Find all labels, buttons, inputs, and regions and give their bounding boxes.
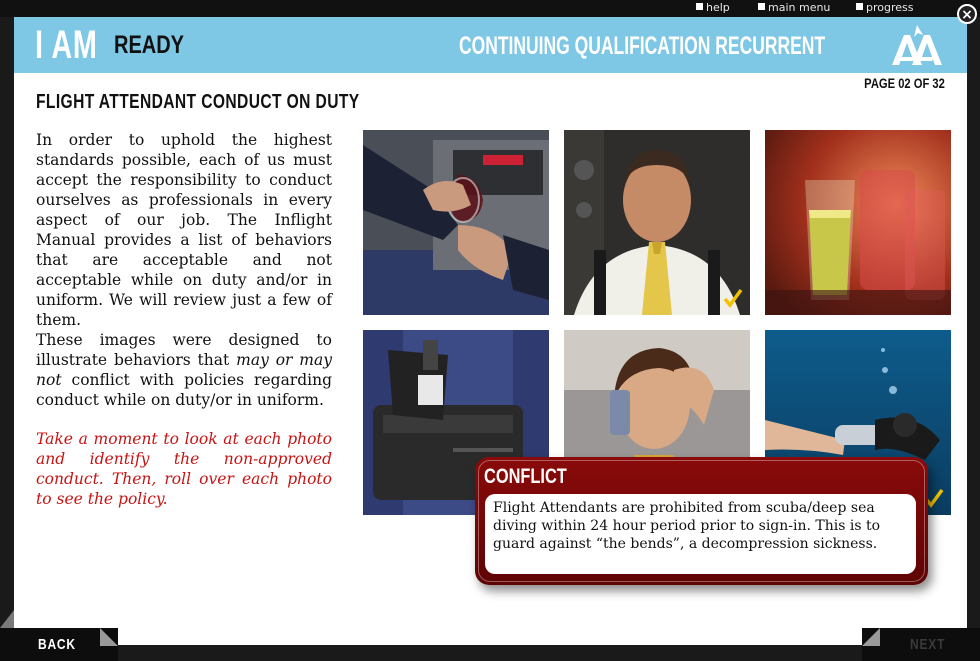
back-corner-decoration [100,628,118,646]
content-panel [14,17,967,645]
next-label: NEXT [910,636,946,653]
progress-link[interactable] [856,1,914,14]
popup-body: Flight Attendants are prohibited from scuba/deep sea diving within 24 hour period prior to sign-in. This is to guard against “the bends”, a decompression sickness. [485,494,916,574]
back-label: BACK [38,636,76,653]
photo-shot-glass[interactable] [765,130,951,315]
header-band [14,17,967,73]
help-label: help [706,1,730,14]
popup-title: CONFLICT [484,465,567,488]
square-icon [856,3,863,10]
conflict-popup [475,457,928,585]
page-title: FLIGHT ATTENDANT CONDUCT ON DUTY [36,91,360,113]
para2-text-b: conflict with policies regarding conduct while on duty/or in uniform. [36,371,332,409]
course-title: CONTINUING QUALIFICATION RECURRENT [458,32,825,60]
shot-glass-image [765,130,951,315]
square-icon [696,3,703,10]
close-button[interactable] [957,4,977,24]
para2-italic: may or may not [36,351,332,389]
next-corner-decoration [862,628,880,646]
instruction-paragraph: Take a moment to look at each photo and identify the non-approved conduct. Then, roll over each photo to see the policy. [36,430,332,508]
images-paragraph [36,330,332,410]
page-number: PAGE 02 OF 32 [864,75,945,91]
checkmark-icon [722,287,744,309]
brand-main: I AM [35,23,98,67]
wine-glass-image [363,130,549,315]
photo-wine-glass[interactable] [363,130,549,315]
main-menu-link[interactable] [758,1,830,14]
top-utility-bar [0,0,980,17]
main-menu-label: main menu [768,1,831,14]
american-airlines-logo-icon [890,23,944,67]
intro-paragraph: In order to uphold the highest standards possible, each of us must accept the responsibility to conduct ourselves as professionals in every aspect of our job. The Inflight Manual provides a list of behaviors that are acceptable and not acceptable while on duty and/or in uniform. We will review just a few of them. [36,131,332,329]
brand-sub: READY [114,31,185,59]
help-link[interactable] [696,1,730,14]
close-icon: × [961,7,973,23]
progress-label: progress [866,1,914,14]
para2-text-a: These images were designed to illustrate behaviors that [36,331,332,369]
square-icon [758,3,765,10]
left-corner-decoration [0,610,14,628]
photo-pilot[interactable] [564,130,750,315]
